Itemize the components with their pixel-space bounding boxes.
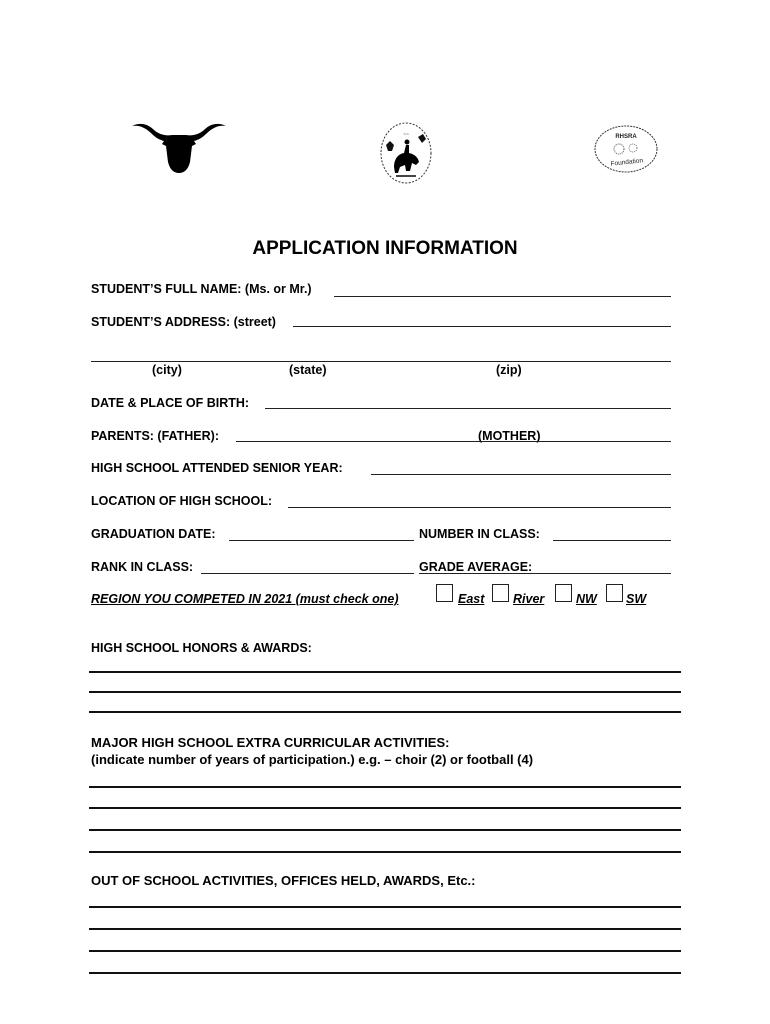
rodeo-association-logo: [378, 121, 434, 185]
city-state-zip-field[interactable]: [91, 348, 671, 362]
full-name-label: STUDENT’S FULL NAME: (Ms. or Mr.): [91, 282, 312, 296]
birth-field[interactable]: [265, 395, 671, 409]
out-of-school-line-1[interactable]: [89, 906, 681, 908]
birth-label: DATE & PLACE OF BIRTH:: [91, 396, 250, 410]
out-of-school-line-3[interactable]: [89, 950, 681, 952]
street-address-field[interactable]: [293, 313, 671, 327]
foundation-logo: [593, 124, 659, 174]
extracurricular-hint: (indicate number of years of participation.) e.g. – choir (2) or football (4): [91, 752, 534, 767]
region-east-checkbox[interactable]: [436, 584, 453, 602]
address-label: STUDENT’S ADDRESS: (street): [91, 315, 276, 329]
region-river-label: River: [513, 592, 545, 606]
region-east-label: East: [458, 592, 485, 606]
svg-text:RHSRA: RHSRA: [615, 134, 637, 140]
zip-label: (zip): [496, 363, 522, 377]
longhorn-logo: [130, 118, 228, 176]
extracurricular-line-1[interactable]: [89, 786, 681, 788]
honors-heading: HIGH SCHOOL HONORS & AWARDS:: [91, 641, 312, 655]
page-title: APPLICATION INFORMATION: [252, 238, 518, 259]
state-label: (state): [289, 363, 327, 377]
region-river-checkbox[interactable]: [492, 584, 509, 602]
out-of-school-line-2[interactable]: [89, 928, 681, 930]
father-field[interactable]: [236, 428, 476, 442]
city-label: (city): [152, 363, 182, 377]
honors-line-3[interactable]: [89, 711, 681, 713]
honors-line-2[interactable]: [89, 691, 681, 693]
out-of-school-heading: OUT OF SCHOOL ACTIVITIES, OFFICES HELD, AWARDS, Etc.:: [91, 873, 476, 888]
extracurricular-heading: MAJOR HIGH SCHOOL EXTRA CURRICULAR ACTIVITIES:: [91, 735, 450, 750]
region-nw-label: NW: [576, 592, 597, 606]
out-of-school-line-4[interactable]: [89, 972, 681, 974]
graduation-field[interactable]: [229, 527, 414, 541]
extracurricular-line-3[interactable]: [89, 829, 681, 831]
number-in-class-field[interactable]: [553, 527, 671, 541]
father-label: PARENTS: (FATHER):: [91, 429, 219, 443]
graduation-label: GRADUATION DATE:: [91, 527, 216, 541]
mother-field[interactable]: [476, 428, 671, 442]
number-in-class-label: NUMBER IN CLASS:: [419, 527, 540, 541]
grade-average-label: GRADE AVERAGE:: [419, 560, 533, 574]
mother-label: (MOTHER): [478, 429, 541, 443]
high-school-field[interactable]: [371, 461, 671, 475]
high-school-label: HIGH SCHOOL ATTENDED SENIOR YEAR:: [91, 461, 343, 475]
region-nw-checkbox[interactable]: [555, 584, 572, 602]
rank-field[interactable]: [201, 560, 414, 574]
region-sw-checkbox[interactable]: [606, 584, 623, 602]
honors-line-1[interactable]: [89, 671, 681, 673]
region-sw-label: SW: [626, 592, 647, 606]
extracurricular-line-2[interactable]: [89, 807, 681, 809]
location-label: LOCATION OF HIGH SCHOOL:: [91, 494, 273, 508]
extracurricular-line-4[interactable]: [89, 851, 681, 853]
location-field[interactable]: [288, 494, 671, 508]
region-label: REGION YOU COMPETED IN 2021 (must check one): [91, 592, 399, 606]
svg-text:~~: ~~: [403, 132, 409, 138]
grade-average-field[interactable]: [419, 560, 671, 574]
full-name-field[interactable]: [334, 283, 671, 297]
svg-text:Foundation: Foundation: [610, 157, 644, 168]
rank-label: RANK IN CLASS:: [91, 560, 194, 574]
